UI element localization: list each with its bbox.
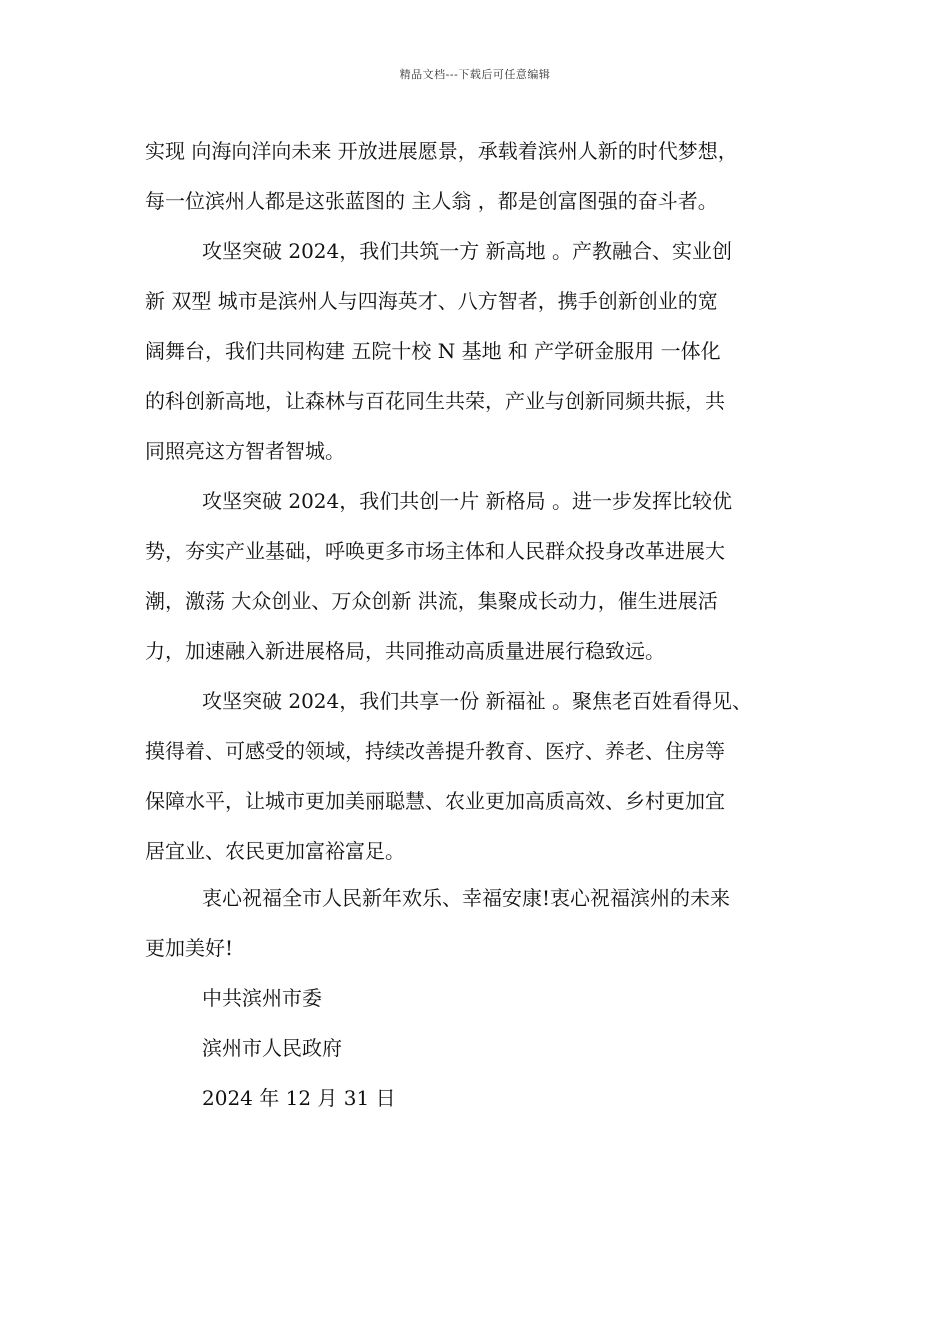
paragraph-line: 更加美好!	[145, 936, 234, 960]
paragraph-line: 攻坚突破 2024，我们共创一片 新格局 。进一步发挥比较优	[202, 489, 732, 513]
paragraph-line: 阔舞台，我们共同构建 五院十校 N 基地 和 产学研金服用 一体化	[145, 339, 721, 363]
paragraph-line: 同照亮这方智者智城。	[145, 439, 345, 463]
paragraph-line: 实现 向海向洋向未来 开放进展愿景，承载着滨州人新的时代梦想，	[145, 139, 738, 163]
paragraph-line: 新 双型 城市是滨州人与四海英才、八方智者，携手创新创业的宽	[145, 289, 718, 313]
page-header: 精品文档---下载后可任意编辑	[399, 68, 551, 81]
paragraph-line: 势，夯实产业基础，呼唤更多市场主体和人民群众投身改革进展大	[145, 539, 725, 563]
paragraph-line: 潮，激荡 大众创业、万众创新 洪流，集聚成长动力，催生进展活	[145, 589, 718, 613]
paragraph-line: 摸得着、可感受的领域，持续改善提升教育、医疗、养老、住房等	[145, 739, 725, 763]
signature-line: 滨州市人民政府	[202, 1036, 342, 1060]
paragraph-line: 每一位滨州人都是这张蓝图的 主人翁 ，都是创富图强的奋斗者。	[145, 189, 718, 213]
date-line: 2024 年 12 月 31 日	[202, 1086, 396, 1110]
paragraph-line: 力，加速融入新进展格局，共同推动高质量进展行稳致远。	[145, 639, 665, 663]
paragraph-line: 保障水平，让城市更加美丽聪慧、农业更加高质高效、乡村更加宜	[145, 789, 725, 813]
paragraph-line: 衷心祝福全市人民新年欢乐、幸福安康!衷心祝福滨州的未来	[202, 886, 731, 910]
signature-line: 中共滨州市委	[202, 986, 322, 1010]
paragraph-line: 的科创新高地，让森林与百花同生共荣，产业与创新同频共振，共	[145, 389, 725, 413]
paragraph-line: 攻坚突破 2024，我们共筑一方 新高地 。产教融合、实业创	[202, 239, 732, 263]
paragraph-line: 居宜业、农民更加富裕富足。	[145, 839, 405, 863]
paragraph-line: 攻坚突破 2024，我们共享一份 新福祉 。聚焦老百姓看得见、	[202, 689, 752, 713]
